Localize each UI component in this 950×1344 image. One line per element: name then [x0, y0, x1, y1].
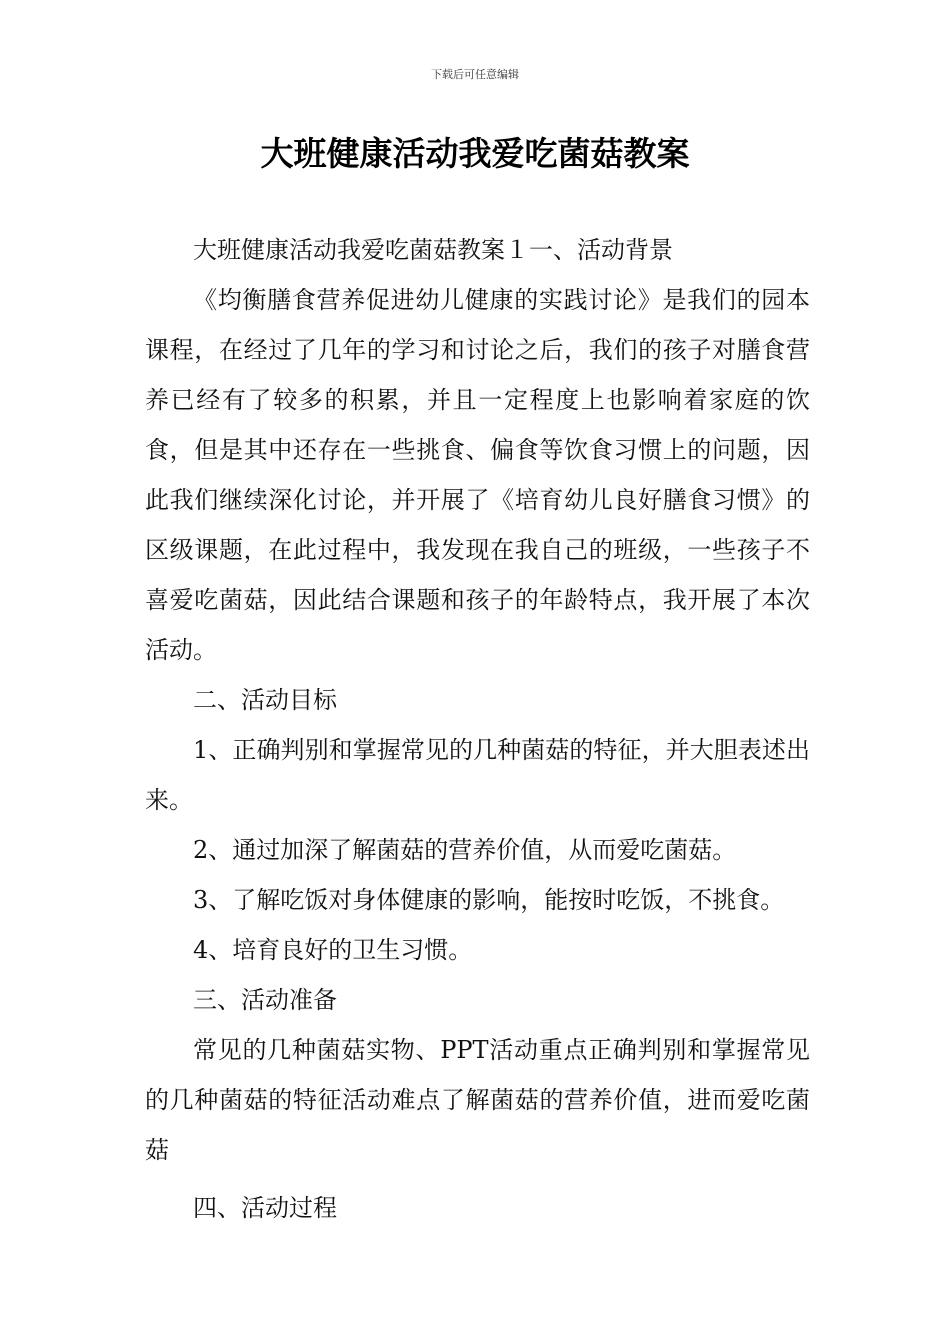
- intro-paragraph: 大班健康活动我爱吃菌菇教案１一、活动背景: [193, 236, 673, 264]
- goal-item-1: 1、正确判别和掌握常见的几种菌菇的特征，并大胆表述出来。: [145, 736, 810, 814]
- goal-item-4: 4、培育良好的卫生习惯。: [193, 936, 473, 964]
- goal-item-2: 2、通过加深了解菌菇的营养价值，从而爱吃菌菇。: [193, 836, 737, 864]
- preparation-paragraph: 常见的几种菌菇实物、PPT活动重点正确判别和掌握常见的几种菌菇的特征活动难点了解菌菇的营养价值，进而爱吃菌菇: [145, 1036, 810, 1164]
- document-body: [145, 225, 810, 1233]
- section-heading-preparation: 三、活动准备: [193, 986, 337, 1014]
- section-heading-goals: 二、活动目标: [193, 686, 337, 714]
- goal-item-3: 3、了解吃饭对身体健康的影响，能按时吃饭，不挑食。: [193, 886, 785, 914]
- section-heading-process: 四、活动过程: [193, 1194, 337, 1222]
- background-paragraph: 《均衡膳食营养促进幼儿健康的实践讨论》是我们的园本课程，在经过了几年的学习和讨论之后，我们的孩子对膳食营养已经有了较多的积累，并且一定程度上也影响着家庭的饮食，但是其中还存在一些挑食、偏食等饮食习惯上的问题，因此我们继续深化讨论，并开展了《培育幼儿良好膳食习惯》的区级课题，在此过程中，我发现在我自己的班级，一些孩子不喜爱吃菌菇，因此结合课题和孩子的年龄特点，我开展了本次活动。: [145, 286, 810, 664]
- page-header-note: 下载后可任意编辑: [431, 68, 519, 81]
- document-title: 大班健康活动我爱吃菌菇教案: [260, 134, 690, 173]
